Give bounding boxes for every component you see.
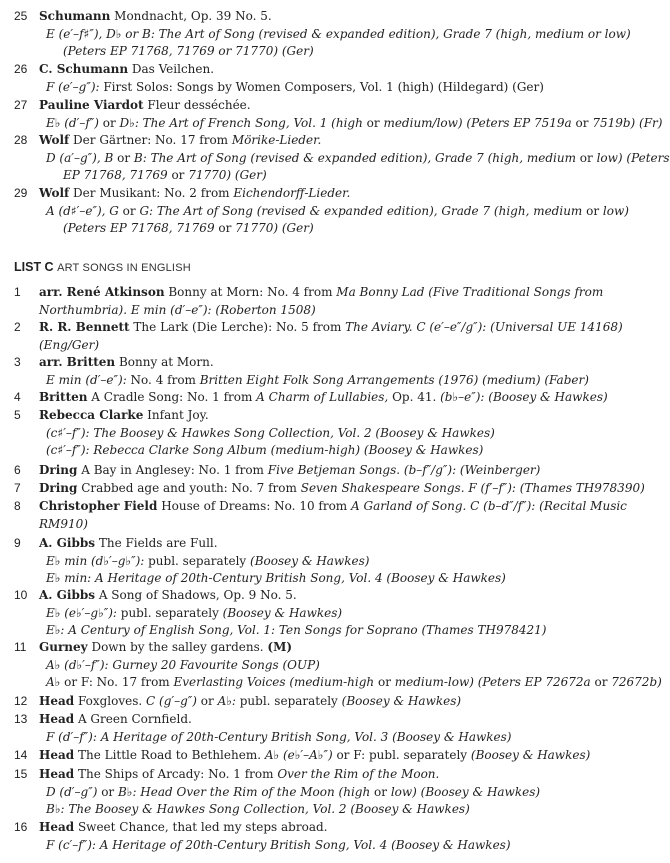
list-entry: [0, 132, 670, 185]
text: publ. separately: [120, 605, 223, 620]
entry-title-line: [0, 389, 631, 407]
italic-text: Seven Shakespeare Songs. F (f′–f″): (Thames TH978390): [300, 481, 645, 495]
text: The Little Road to Bethlehem.: [74, 748, 265, 762]
composer-name: arr. René Atkinson: [39, 285, 165, 299]
entry-title-line: [0, 498, 631, 516]
entry-number: 4: [14, 390, 21, 404]
entry-source-line: [0, 553, 631, 571]
entry-title-line: [0, 535, 631, 553]
text: or: [102, 115, 120, 130]
entry-number: 27: [14, 98, 28, 112]
text: or: [586, 203, 603, 218]
list-entry: [0, 693, 631, 711]
italic-text: B: The Art of Song (revised & expanded edition), Grade 7 (high, medium: [133, 150, 580, 165]
italic-text: Over the Rim of the Moon.: [277, 767, 440, 781]
entry-number: 15: [14, 767, 28, 781]
entry-source-line: [0, 729, 631, 747]
entry-source-line: [0, 801, 631, 819]
entry-source-line: [0, 425, 631, 443]
italic-text: low) (Boosey & Hawkes): [390, 784, 541, 799]
text: Op. 41.: [392, 390, 441, 404]
italic-text: E♭ min: A Heritage of 20th-Century British Song, Vol. 4 (Boosey & Hawkes): [46, 571, 506, 585]
entry-source-continuation: [0, 220, 631, 238]
entry-title-line: [0, 284, 631, 302]
text: or: [218, 221, 236, 235]
text: Mondnacht, Op. 39 No. 5.: [110, 9, 272, 23]
text: A Song of Shadows, Op. 9 No. 5.: [95, 588, 297, 602]
italic-text: F (d′–f″): A Heritage of 20th-Century British Song, Vol. 3 (Boosey & Hawkes): [46, 729, 512, 744]
composer-name: Head: [39, 748, 75, 762]
entry-number: 12: [14, 694, 28, 708]
italic-text: 7519b) (Fr): [592, 115, 663, 130]
text: The Ships of Arcady: No. 1 from: [74, 767, 278, 781]
text: Das Veilchen.: [128, 62, 215, 76]
entry-source-line: [0, 784, 631, 802]
entry-title-line: [0, 462, 631, 480]
entry-source-line: [0, 837, 631, 855]
composer-name: Pauline Viardot: [39, 98, 144, 112]
text: Der Musikant: No. 2 from: [69, 186, 234, 200]
italic-text: D (d′–g″): [46, 784, 102, 799]
entry-title-line: [0, 480, 645, 498]
composer-name: Rebecca Clarke: [39, 408, 144, 422]
entry-source-line: [0, 203, 631, 221]
text: Down by the salley gardens.: [87, 640, 268, 654]
composer-name: A. Gibbs: [39, 588, 96, 602]
text: No. 4 from: [130, 372, 200, 387]
italic-text: 71770) (Ger): [188, 168, 267, 182]
entry-source-line: [0, 622, 631, 640]
italic-text: C (g′–g″): [146, 694, 201, 708]
list-entry: [0, 185, 631, 238]
entry-number: 5: [14, 408, 21, 422]
italic-text: E♭ min (d♭′–g♭″):: [46, 553, 149, 568]
italic-text: A♭:: [217, 694, 240, 708]
entry-title-line: [0, 132, 631, 150]
italic-text: The Aviary. C (e′–e″/g″): (Universal UE 14168): [345, 320, 623, 334]
text: publ. separately: [148, 553, 251, 568]
list-entry: [0, 97, 663, 132]
text: or F: publ. separately: [336, 748, 471, 762]
list-entry: [0, 747, 631, 765]
entry-number: 29: [14, 186, 28, 200]
text: A Bay in Anglesey: No. 1 from: [77, 463, 268, 477]
italic-text: (Peters EP 71768, 71769 or 71770) (Ger): [63, 44, 314, 58]
list-entry: [0, 284, 631, 319]
italic-text: A♭: [46, 675, 65, 689]
italic-text: E♭ (d′–f″): [46, 115, 103, 130]
entry-title-line: [0, 819, 631, 837]
text: Foxgloves.: [74, 694, 147, 708]
composer-name: Head: [39, 712, 75, 726]
entry-number: 25: [14, 9, 28, 23]
entry-title-line: [0, 354, 631, 372]
list-entry: [0, 711, 631, 746]
entry-source-line: [0, 657, 631, 675]
italic-text: Eichendorff-Lieder.: [233, 186, 351, 200]
composer-name: A. Gibbs: [39, 536, 96, 550]
italic-text: G: The Art of Song (revised & expanded edition), Grade 7 (high, medium: [139, 203, 587, 218]
italic-text: A Charm of Lullabies,: [256, 390, 393, 404]
italic-text: low): [602, 203, 629, 218]
list-entry: [0, 462, 631, 480]
composer-name: Gurney: [39, 640, 88, 654]
text: First Solos: Songs by Women Composers, Vol. 1 (high) (Hildegard) (Ger): [103, 79, 544, 94]
italic-text: B♭: Head Over the Rim of the Moon (high: [117, 784, 375, 799]
entry-number: 9: [14, 536, 21, 550]
italic-text: Ma Bonny Lad (Five Traditional Songs from: [336, 285, 604, 299]
entry-number: 8: [14, 499, 21, 513]
composer-name: arr. Britten: [39, 355, 116, 369]
list-entry: [0, 61, 631, 96]
text: or: [377, 675, 395, 689]
text: or: [374, 784, 391, 799]
text: publ. separately: [239, 694, 342, 708]
entry-source-continuation: [0, 167, 631, 185]
entry-source-line: [0, 372, 631, 390]
entry-title-line: [0, 97, 631, 115]
composer-name: C. Schumann: [39, 62, 129, 76]
italic-text: medium/low) (Peters EP 7519a: [383, 115, 576, 130]
italic-text: D (a′–g″), B: [46, 150, 118, 165]
composer-name: Wolf: [39, 133, 70, 147]
entry-title-line: [0, 407, 631, 425]
composer-name: Head: [39, 820, 75, 834]
list-entry: [0, 766, 631, 819]
text: Bonny at Morn.: [115, 355, 214, 369]
italic-text: (Boosey & Hawkes): [250, 553, 370, 568]
entry-number: 11: [14, 640, 27, 654]
entry-title-line: [0, 639, 631, 657]
italic-text: RM910): [39, 516, 88, 531]
entry-title-line: [0, 8, 631, 26]
text: The Lark (Die Lerche): No. 5 from: [129, 320, 346, 334]
italic-text: A♭ (e♭′–A♭″): [264, 748, 337, 762]
entry-number: 3: [14, 355, 21, 369]
text: or F: No. 17 from: [64, 675, 174, 689]
entry-number: 26: [14, 62, 28, 76]
list-entry: [0, 354, 631, 389]
italic-text: low) (Peters: [596, 150, 670, 165]
entry-title-line: [0, 319, 631, 337]
italic-text: A (d♯′–e″), G: [46, 203, 123, 218]
italic-text: E min (d′–e″):: [46, 372, 131, 387]
entry-title-line: [0, 747, 631, 765]
list-c-header: [14, 259, 191, 277]
italic-text: (Boosey & Hawkes): [341, 694, 462, 708]
text: A Cradle Song: No. 1 from: [87, 390, 257, 404]
entry-source-line: [0, 115, 663, 133]
italic-text: F (e′–g″):: [46, 79, 104, 94]
entry-number: 16: [14, 820, 28, 834]
text: Crabbed age and youth: No. 7 from: [77, 481, 301, 495]
entry-source-line: [0, 605, 631, 623]
entry-title-line: [0, 185, 631, 203]
entry-number: 6: [14, 463, 21, 477]
entry-title-line: [0, 766, 631, 784]
text: or: [579, 150, 597, 165]
text: or: [200, 694, 218, 708]
list-entry: [0, 407, 631, 460]
composer-name: Britten: [39, 390, 88, 404]
italic-text: (b♭–e″): (Boosey & Hawkes): [440, 390, 608, 404]
text: Der Gärtner: No. 17 from: [69, 133, 232, 147]
list-entry: [0, 498, 631, 533]
text: Bonny at Morn: No. 4 from: [164, 285, 337, 299]
list-entry: [0, 819, 631, 854]
composer-name: Head: [39, 694, 75, 708]
text: Infant Joy.: [143, 408, 209, 422]
italic-text: (c♯′–f″): The Boosey & Hawkes Song Collection, Vol. 2 (Boosey & Hawkes): [46, 425, 495, 440]
italic-text: D♭: The Art of French Song, Vol. 1 (high: [119, 115, 367, 130]
italic-text: (Peters EP 71768, 71769: [63, 221, 219, 235]
italic-text: (c♯′–f″): Rebecca Clarke Song Album (medium-high) (Boosey & Hawkes): [46, 443, 484, 457]
italic-text: EP 71768, 71769: [63, 168, 172, 182]
entry-source-line: [0, 570, 631, 588]
entry-number: 2: [14, 320, 21, 334]
text: or: [594, 675, 612, 689]
text: The Fields are Full.: [95, 536, 218, 550]
italic-text: Britten Eight Folk Song Arrangements (1976) (medium) (Faber): [199, 372, 589, 387]
italic-text: (Eng/Ger): [39, 337, 99, 352]
text: or: [117, 150, 134, 165]
composer-name: (M): [267, 640, 293, 654]
composer-name: Schumann: [39, 9, 111, 23]
entry-number: 14: [14, 748, 28, 762]
entry-number: 28: [14, 133, 28, 147]
italic-text: F (c′–f″): A Heritage of 20th-Century British Song, Vol. 4 (Boosey & Hawkes): [46, 837, 511, 852]
text: Fleur desséchée.: [143, 98, 251, 112]
list-entry: [0, 535, 631, 588]
italic-text: E♭: A Century of English Song, Vol. 1: Ten Songs for Soprano (Thames TH978421): [46, 623, 547, 637]
composer-name: Wolf: [39, 186, 70, 200]
entry-number: 1: [14, 285, 21, 299]
entry-title-line: [0, 693, 631, 711]
italic-text: 72672b): [611, 675, 662, 689]
italic-text: A♭ (d♭′–f″): Gurney 20 Favourite Songs (OUP): [46, 657, 320, 672]
entry-number: 13: [14, 712, 28, 726]
composer-name: Christopher Field: [39, 499, 158, 513]
italic-text: E♭ (e♭′–g♭″):: [46, 605, 121, 620]
italic-text: Mörike-Lieder.: [231, 133, 322, 147]
italic-text: 71770) (Ger): [235, 221, 314, 235]
entry-number: 7: [14, 481, 21, 495]
text: or: [171, 168, 189, 182]
entry-source-line: [0, 79, 631, 97]
italic-text: E (e′–f♯″), D♭ or B: The Art of Song (revised & expanded edition), Grade 7 (high, medium or low): [46, 26, 631, 41]
italic-text: Northumbria). E min (d′–e″): (Roberton 1508): [39, 302, 316, 317]
entry-title-line: [0, 61, 631, 79]
list-c-label: LIST C: [14, 260, 54, 274]
list-entry: [0, 587, 631, 640]
entry-title-line: [0, 516, 631, 534]
entry-source-line: [0, 674, 662, 692]
list-entry: [0, 480, 645, 498]
entry-title-line: [0, 587, 631, 605]
composer-name: Head: [39, 767, 75, 781]
italic-text: (Boosey & Hawkes): [470, 748, 591, 762]
list-entry: [0, 8, 631, 61]
list-c-subtitle: ART SONGS IN ENGLISH: [57, 262, 191, 274]
entry-title-line: [0, 302, 631, 320]
entry-source-line: [0, 442, 631, 460]
entry-number: 10: [14, 588, 28, 602]
italic-text: B♭: The Boosey & Hawkes Song Collection, Vol. 2 (Boosey & Hawkes): [46, 802, 470, 816]
italic-text: Everlasting Voices (medium-high: [173, 675, 378, 689]
entry-source-line: [0, 26, 631, 44]
italic-text: (Boosey & Hawkes): [222, 605, 343, 620]
text: or: [122, 203, 140, 218]
composer-name: Dring: [39, 463, 78, 477]
italic-text: A Garland of Song. C (b–d″/f″): (Recital Music: [351, 499, 627, 513]
text: or: [366, 115, 384, 130]
text: or: [575, 115, 593, 130]
composer-name: R. R. Bennett: [39, 320, 130, 334]
entry-title-line: [0, 337, 631, 355]
list-entry: [0, 319, 631, 354]
list-entry: [0, 639, 662, 692]
entry-title-line: [0, 711, 631, 729]
text: Sweet Chance, that led my steps abroad.: [74, 820, 328, 834]
italic-text: Five Betjeman Songs. (b–f″/g″): (Weinberger): [267, 463, 541, 477]
entry-source-line: [0, 150, 670, 168]
composer-name: Dring: [39, 481, 78, 495]
italic-text: medium-low) (Peters EP 72672a: [394, 675, 595, 689]
text: or: [101, 784, 118, 799]
list-entry: [0, 389, 631, 407]
entry-source-continuation: [0, 43, 631, 61]
text: House of Dreams: No. 10 from: [157, 499, 351, 513]
text: A Green Cornfield.: [74, 712, 192, 726]
